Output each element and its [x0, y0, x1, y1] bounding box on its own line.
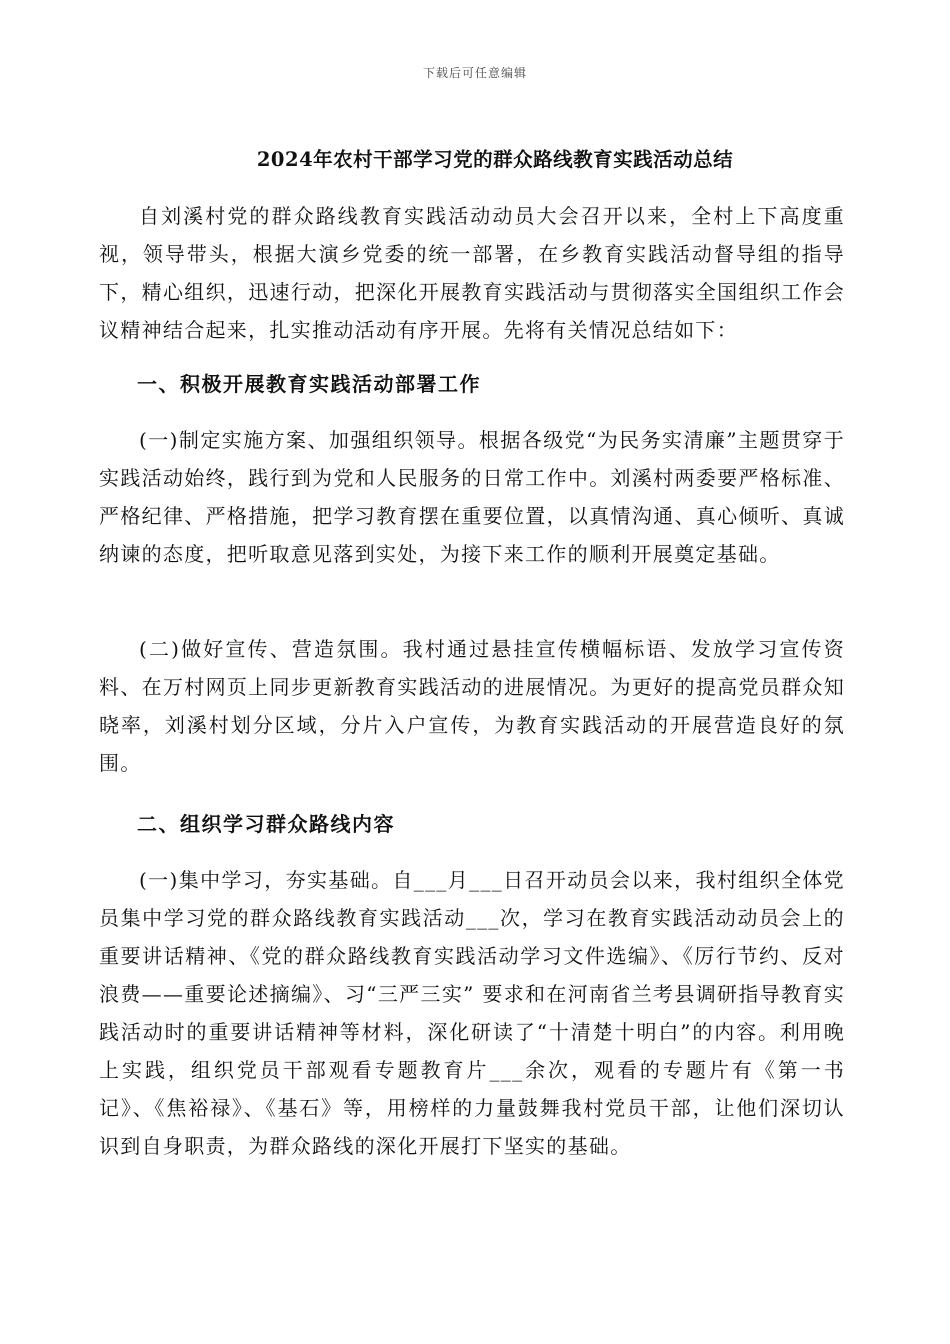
intro-paragraph: 自刘溪村党的群众路线教育实践活动动员大会召开以来，全村上下高度重视，领导带头，根据大演乡党委的统一部署，在乡教育实践活动督导组的指导下，精心组织，迅速行动，把深化开展教育实践活动与贯彻落实全国组织工作会议精神结合起来，扎实推动活动有序开展。先将有关情况总结如下：: [99, 204, 845, 342]
section-2-item-1-block: [99, 861, 845, 1165]
section-1-item-1-block: [99, 421, 845, 573]
document-title: 2024年农村干部学习党的群众路线教育实践活动总结: [256, 148, 734, 171]
header-note: 下载后可任意编辑: [422, 66, 527, 80]
section-2-heading: 二、组织学习群众路线内容: [137, 812, 395, 836]
section-1-item-2: (二)做好宣传、营造氛围。我村通过悬挂宣传横幅标语、发放学习宣传资料、在万村网页上同步更新教育实践活动的进展情况。为更好的提高党员群众知晓率，刘溪村划分区域，分片入户宣传，为教育实践活动的开展营造良好的氛围。: [99, 637, 845, 775]
section-2-item-1: (一)集中学习，夯实基础。自___月___日召开动员会以来，我村组织全体党员集中学习党的群众路线教育实践活动___次，学习在教育实践活动动员会上的重要讲话精神、《党的群众路线教育实践活动学习文件选编》、《厉行节约、反对浪费——重要论述摘编》、习“三严三实” 要求和在河南省兰考县调研指导教育实践活动时的重要讲话精神等材料，深化研读了“十清楚十明白”的内容。利用晚上实践，组织党员干部观看专题教育片___余次，观看的专题片有《第一书记》、《焦裕禄》、《基石》等，用榜样的力量鼓舞我村党员干部，让他们深切认识到自身职责，为群众路线的深化开展打下坚实的基础。: [99, 868, 845, 1158]
section-1-item-2-block: [99, 630, 845, 782]
intro-paragraph-block: [99, 197, 845, 349]
section-1-item-1: (一)制定实施方案、加强组织领导。根据各级党“为民务实清廉”主题贯穿于实践活动始终，践行到为党和人民服务的日常工作中。刘溪村两委要严格标准、严格纪律、严格措施，把学习教育摆在重要位置，以真情沟通、真心倾听、真诚纳谏的态度，把听取意见落到实处，为接下来工作的顺利开展奠定基础。: [99, 428, 845, 566]
section-1-heading: 一、积极开展教育实践活动部署工作: [137, 372, 481, 396]
